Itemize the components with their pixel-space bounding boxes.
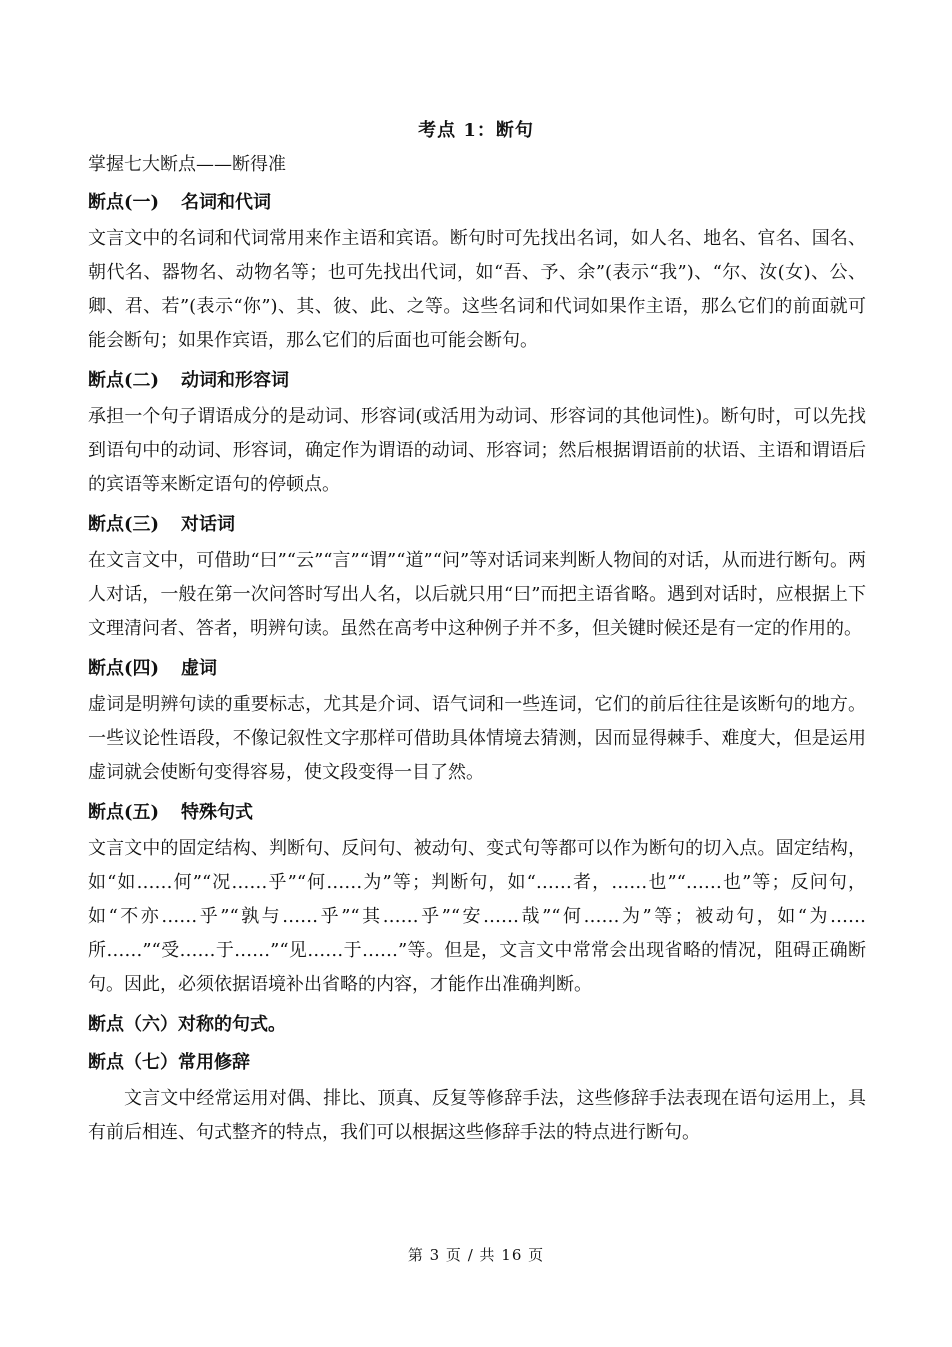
- section-paragraph-7: 文言文中经常运用对偶、排比、顶真、反复等修辞手法，这些修辞手法表现在语句运用上，具有前后相连、句式整齐的特点，我们可以根据这些修辞手法的特点进行断句。: [88, 1088, 866, 1143]
- section-label: 断点(四): [88, 658, 160, 679]
- document-subtitle: 掌握七大断点——断得准: [88, 154, 286, 175]
- section-label: 断点（七）: [88, 1052, 178, 1073]
- section-heading-1: [88, 188, 866, 218]
- section-heading-7: [88, 1048, 866, 1078]
- section-paragraph-1: 文言文中的名词和代词常用来作主语和宾语。断句时可先找出名词，如人名、地名、官名、国名、朝代名、器物名、动物名等；也可先找出代词，如“吾、予、余”(表示“我”)、“尔、汝(女)、公、卿、君、若”(表示“你”)、其、彼、此、之等。这些名词和代词如果作主语，那么它们的前面就可能会断句；如果作宾语，那么它们的后面也可能会断句。: [88, 228, 866, 351]
- section-heading-6: [88, 1010, 866, 1040]
- section-label: 断点(五): [88, 802, 160, 823]
- section-name: 动词和形容词: [181, 370, 290, 391]
- section-label: 断点(二): [88, 370, 160, 391]
- section-name: 虚词: [181, 658, 218, 679]
- document-body: [88, 150, 866, 1150]
- section-paragraph-5: 文言文中的固定结构、判断句、反问句、被动句、变式句等都可以作为断句的切入点。固定结构，如“如……何”“况……乎”“何……为”等；判断句，如“……者，……也”“……也”等；反问句，如“不亦……乎”“孰与……乎”“其……乎”“安……哉”“何……为”等；被动句，如“为……所……”“受……于……”“见……于……”等。但是，文言文中常常会出现省略的情况，阻碍正确断句。因此，必须依据语境补出省略的内容，才能作出准确判断。: [88, 838, 866, 995]
- section-name: 常用修辞: [178, 1052, 250, 1073]
- section-label: 断点(一): [88, 192, 160, 213]
- section-name: 对称的句式。: [178, 1014, 286, 1035]
- section-name: 名词和代词: [181, 192, 272, 213]
- section-paragraph-4: 虚词是明辨句读的重要标志，尤其是介词、语气词和一些连词，它们的前后往往是该断句的地方。一些议论性语段，不像记叙性文字那样可借助具体情境去猜测，因而显得棘手、难度大，但是运用虚词就会使断句变得容易，使文段变得一目了然。: [88, 694, 866, 783]
- section-label: 断点（六）: [88, 1014, 178, 1035]
- section-paragraph-3: 在文言文中，可借助“曰”“云”“言”“谓”“道”“问”等对话词来判断人物间的对话，从而进行断句。两人对话，一般在第一次问答时写出人名，以后就只用“曰”而把主语省略。遇到对话时，应根据上下文理清问者、答者，明辨句读。虽然在高考中这种例子并不多，但关键时候还是有一定的作用的。: [88, 550, 866, 639]
- section-heading-3: [88, 510, 866, 540]
- section-heading-2: [88, 366, 866, 396]
- page-title: 考点 1：断句: [418, 120, 534, 141]
- section-name: 特殊句式: [181, 802, 254, 823]
- section-heading-4: [88, 654, 866, 684]
- section-heading-5: [88, 798, 866, 828]
- section-name: 对话词: [181, 514, 236, 535]
- section-label: 断点(三): [88, 514, 160, 535]
- section-paragraph-2: 承担一个句子谓语成分的是动词、形容词(或活用为动词、形容词的其他词性)。断句时，可以先找到语句中的动词、形容词，确定作为谓语的动词、形容词；然后根据谓语前的状语、主语和谓语后的宾语等来断定语句的停顿点。: [88, 406, 866, 495]
- page-footer: 第 3 页 / 共 16 页: [407, 1246, 545, 1264]
